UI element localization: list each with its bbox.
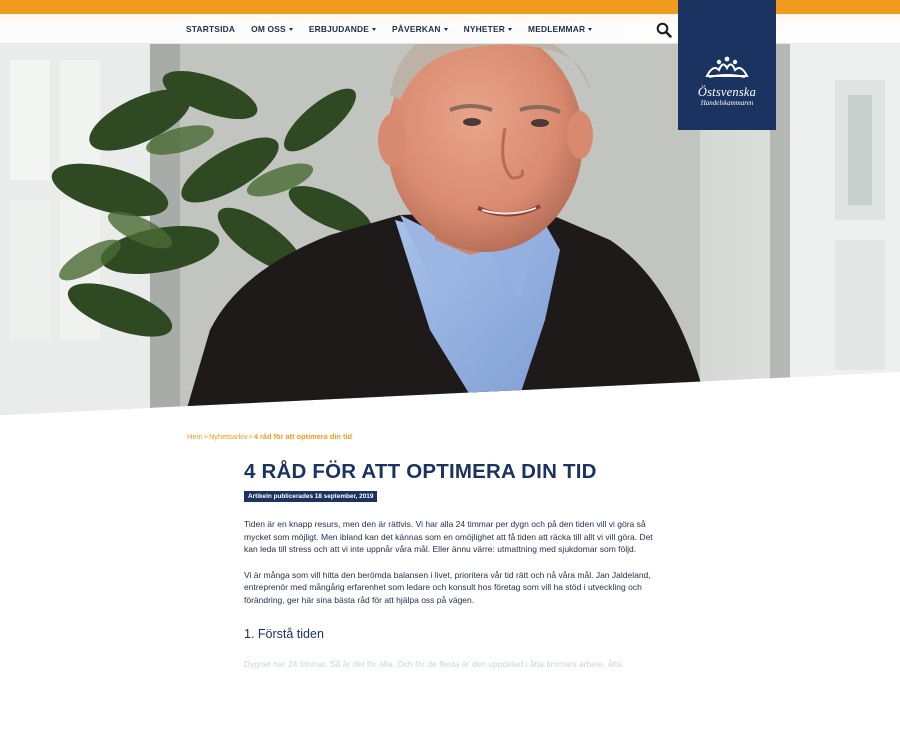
article-paragraph: Tiden är en knapp resurs, men den är rättvis. Vi har alla 24 timmar per dygn och på den tiden vill vi göra så mycket som möjligt. Men ibland kan det kännas som en omöjlighet att få tiden att räcka till allt vi vill göra. Det kan leda till stress och att vi inte uppnår våra mål. Eller ännu värre: utmattning med sjukdomar som följd.	[244, 519, 653, 555]
crown-icon	[703, 56, 751, 85]
article-title: 4 RÅD FÖR ATT OPTIMERA DIN TID	[244, 460, 597, 483]
nav-item-label: STARTSIDA	[186, 24, 236, 34]
article-paragraph: Vi är många som vill hitta den berömda balansen i livet, prioritera vår tid rätt och nå våra mål. Jan Jaldeland, entreprenör med mångårig erfarenhet som ledare och konsult hos företag som vill ha stöd i utveckling och förändring, ger här sina bästa råd för att hjälpa oss på vägen.	[244, 569, 651, 605]
search-icon[interactable]	[656, 22, 672, 38]
nav-item-startsida[interactable]	[186, 24, 235, 34]
article	[244, 460, 664, 670]
nav-item-label: ERBJUDANDE	[308, 24, 369, 34]
breadcrumb-separator: >	[248, 432, 253, 441]
nav-item-paverkan[interactable]	[392, 24, 448, 34]
publish-date-badge: Artikeln publicerades 18 september, 2019	[244, 491, 377, 502]
section-heading: 1. Förstå tiden	[244, 626, 324, 641]
breadcrumb-separator: >	[203, 432, 208, 441]
logo-title: Östsvenska	[697, 85, 757, 99]
caret-down-icon	[508, 28, 512, 31]
caret-down-icon	[289, 28, 293, 31]
caret-down-icon	[588, 28, 592, 31]
logo-subtitle: Handelskammaren	[700, 98, 754, 107]
caret-down-icon	[372, 28, 376, 31]
nav-item-label: OM OSS	[251, 24, 286, 34]
nav-item-label: NYHETER	[463, 24, 506, 34]
main-navigation	[186, 14, 608, 44]
content-fade-overlay	[0, 655, 900, 755]
nav-item-nyheter[interactable]	[464, 24, 512, 34]
site-logo[interactable]	[678, 0, 776, 130]
nav-item-label: PÅVERKAN	[392, 24, 441, 34]
breadcrumb	[187, 432, 352, 441]
nav-item-label: MEDLEMMAR	[528, 24, 586, 34]
caret-down-icon	[444, 28, 448, 31]
nav-item-om-oss[interactable]	[251, 24, 293, 34]
breadcrumb-current: 4 råd för att optimera din tid	[253, 432, 353, 441]
breadcrumb-archive-link[interactable]: Nyhetsarkiv	[208, 432, 248, 441]
nav-item-medlemmar[interactable]	[528, 24, 592, 34]
nav-item-erbjudande[interactable]	[309, 24, 376, 34]
breadcrumb-home-link[interactable]: Hem	[187, 432, 203, 441]
